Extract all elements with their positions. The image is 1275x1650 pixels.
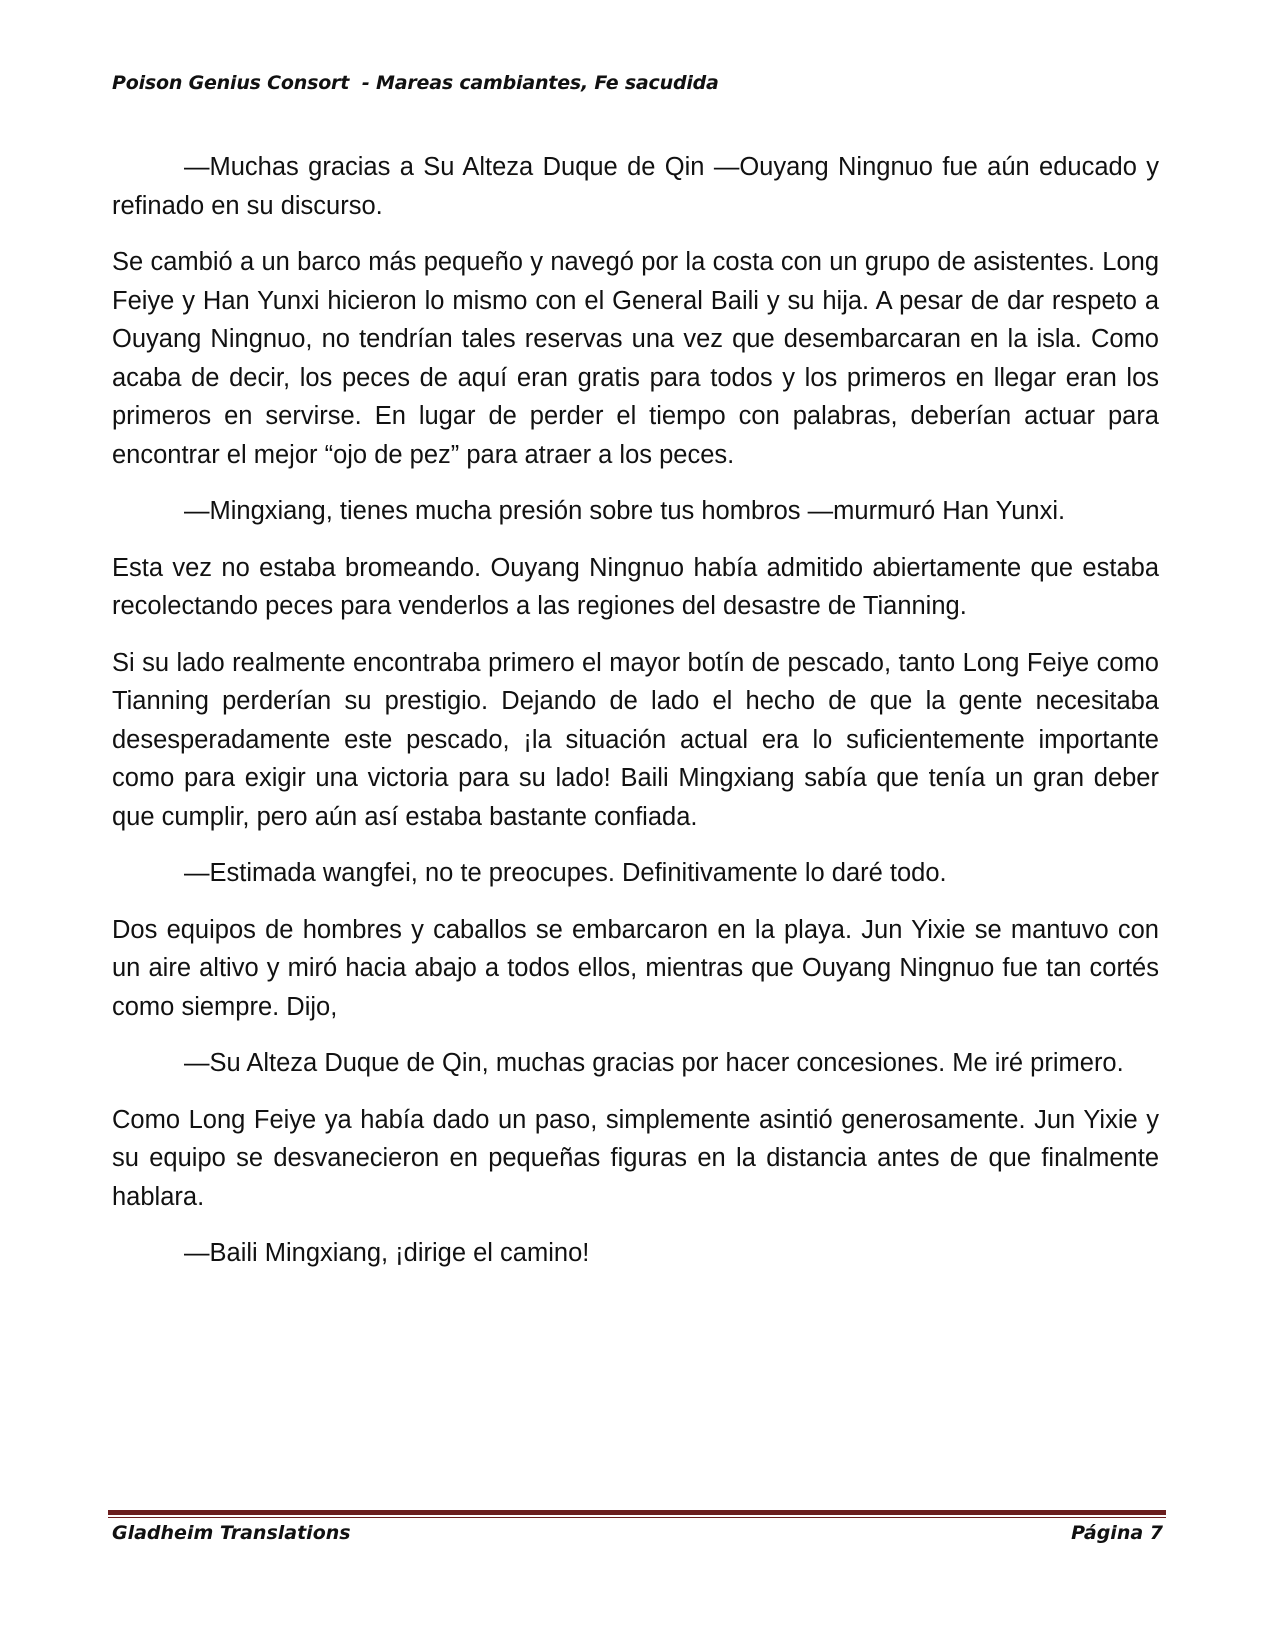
paragraph: Se cambió a un barco más pequeño y navegó por la costa con un grupo de asistentes. Long Feiye y Han Yunxi hicieron lo mismo con el General Baili y su hija. A pesar de dar respeto a Ouyang Ningnuo, no tendrían tales reservas una vez que desembarcaran en la isla. Como acaba de decir, los peces de aquí eran gratis para todos y los primeros en llegar eran los primeros en servirse. En lugar de perder el tiempo con palabras, deberían actuar para encontrar el mejor “ojo de pez” para atraer a los peces. bbox=[112, 248, 1159, 469]
paragraph: Si su lado realmente encontraba primero el mayor botín de pescado, tanto Long Feiye como Tianning perderían su prestigio. Dejando de lado el hecho de que la gente necesitaba desesperadamente este pescado, ¡la situación actual era lo suficientemente importante como para exigir una victoria para su lado! Baili Mingxiang sabía que tenía un gran deber que cumplir, pero aún así estaba bastante confiada. bbox=[112, 648, 1159, 831]
paragraph: Como Long Feiye ya había dado un paso, simplemente asintió generosamente. Jun Yixie y su equipo se desvanecieron en pequeñas figuras en la distancia antes de que finalmente hablara. bbox=[112, 1105, 1159, 1211]
paragraph-dialogue: —Mingxiang, tienes mucha presión sobre tus hombros —murmuró Han Yunxi. bbox=[184, 497, 1066, 525]
paragraph: Dos equipos de hombres y caballos se embarcaron en la playa. Jun Yixie se mantuvo con un aire altivo y miró hacia abajo a todos ellos, mientras que Ouyang Ningnuo fue tan cortés como siempre. Dijo, bbox=[112, 915, 1159, 1021]
footer-divider-thick bbox=[108, 1510, 1166, 1515]
paragraph-dialogue: —Muchas gracias a Su Alteza Duque de Qin —Ouyang Ningnuo fue aún educado y refinado en su discurso. bbox=[112, 153, 1159, 220]
footer-credit: Gladheim Translations bbox=[112, 1522, 351, 1544]
running-header: Poison Genius Consort - Mareas cambiantes, Fe sacudida bbox=[112, 72, 719, 94]
paragraph: Esta vez no estaba bromeando. Ouyang Ningnuo había admitido abiertamente que estaba recolectando peces para venderlos a las regiones del desastre de Tianning. bbox=[112, 553, 1159, 620]
paragraph-dialogue: —Estimada wangfei, no te preocupes. Definitivamente lo daré todo. bbox=[184, 859, 947, 887]
footer-divider bbox=[108, 1510, 1166, 1519]
body-text bbox=[112, 148, 1159, 1291]
paragraph-dialogue: —Baili Mingxiang, ¡dirige el camino! bbox=[184, 1239, 590, 1267]
paragraph-dialogue: —Su Alteza Duque de Qin, muchas gracias por hacer concesiones. Me iré primero. bbox=[184, 1049, 1124, 1077]
footer-divider-thin bbox=[108, 1517, 1166, 1518]
page-number: Página 7 bbox=[1071, 1522, 1163, 1544]
